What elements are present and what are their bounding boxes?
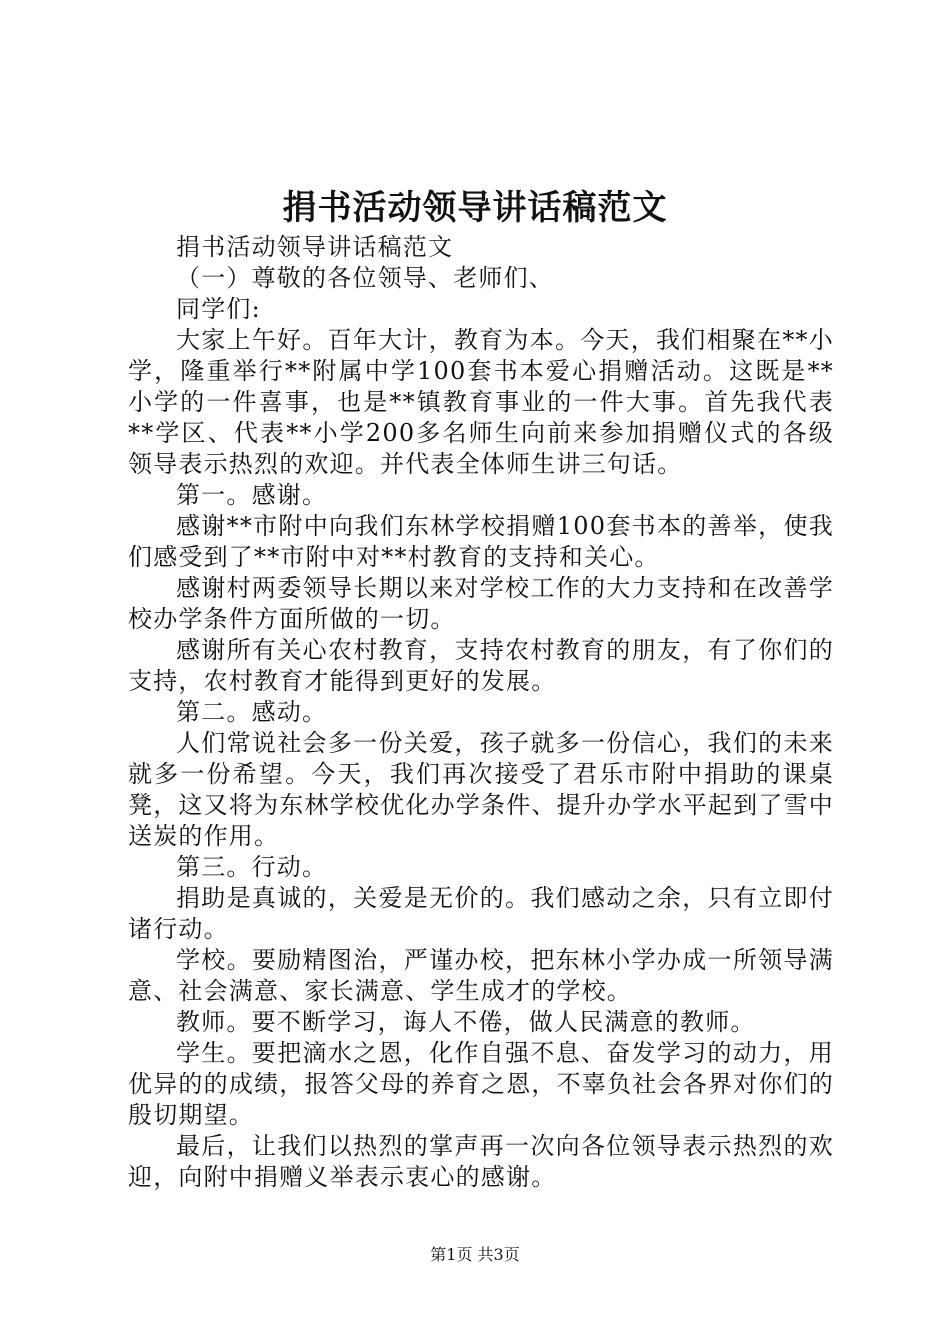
paragraph: 教师。要不断学习，诲人不倦，做人民满意的教师。 xyxy=(176,1008,756,1036)
paragraph: 学校。要励精图治，严谨办校，把东林小学办成一所领导满意、社会满意、家长满意、学生成才的学校。 xyxy=(128,946,834,1005)
paragraph: 大家上午好。百年大计，教育为本。今天，我们相聚在**小学，隆重举行**附属中学100套书本爱心捐赠活动。这既是**小学的一件喜事，也是**镇教育事业的一件大事。首先我代表**学区、代表**小学200多名师生向前来参加捐赠仪式的各级领导表示热烈的欢迎。并代表全体师生讲三句话。 xyxy=(128,326,834,478)
paragraph: 最后，让我们以热烈的掌声再一次向各位领导表示热烈的欢迎，向附中捐赠义举表示衷心的感谢。 xyxy=(128,1132,834,1191)
document-title: 捐书活动领导讲话稿范文 xyxy=(282,188,668,228)
paragraph: 感谢所有关心农村教育，支持农村教育的朋友，有了你们的支持，农村教育才能得到更好的发展。 xyxy=(128,636,834,695)
paragraph: 学生。要把滴水之恩，化作自强不息、奋发学习的动力，用优异的的成绩，报答父母的养育之恩，不辜负社会各界对你们的殷切期望。 xyxy=(128,1039,834,1129)
paragraph: 感谢村两委领导长期以来对学校工作的大力支持和在改善学校办学条件方面所做的一切。 xyxy=(128,574,834,633)
paragraph: 第三。行动。 xyxy=(176,853,328,881)
paragraph: 人们常说社会多一份关爱，孩子就多一份信心，我们的未来就多一份希望。今天，我们再次接受了君乐市附中捐助的课桌凳，这又将为东林学校优化办学条件、提升办学水平起到了雪中送炭的作用。 xyxy=(128,729,834,850)
paragraph: 捐助是真诚的，关爱是无价的。我们感动之余，只有立即付诸行动。 xyxy=(128,884,834,943)
paragraph: 第一。感谢。 xyxy=(176,481,328,509)
paragraph: 同学们: xyxy=(176,295,261,323)
document-body xyxy=(128,232,834,1193)
paragraph: 捐书活动领导讲话稿范文 xyxy=(176,233,454,261)
paragraph: 第二。感动。 xyxy=(176,698,328,726)
paragraph: 感谢**市附中向我们东林学校捐赠100套书本的善举，使我们感受到了**市附中对**村教育的支持和关心。 xyxy=(128,512,834,571)
page-footer: 第1页 共3页 xyxy=(430,1245,520,1264)
paragraph: （一）尊敬的各位领导、老师们、 xyxy=(176,264,554,292)
